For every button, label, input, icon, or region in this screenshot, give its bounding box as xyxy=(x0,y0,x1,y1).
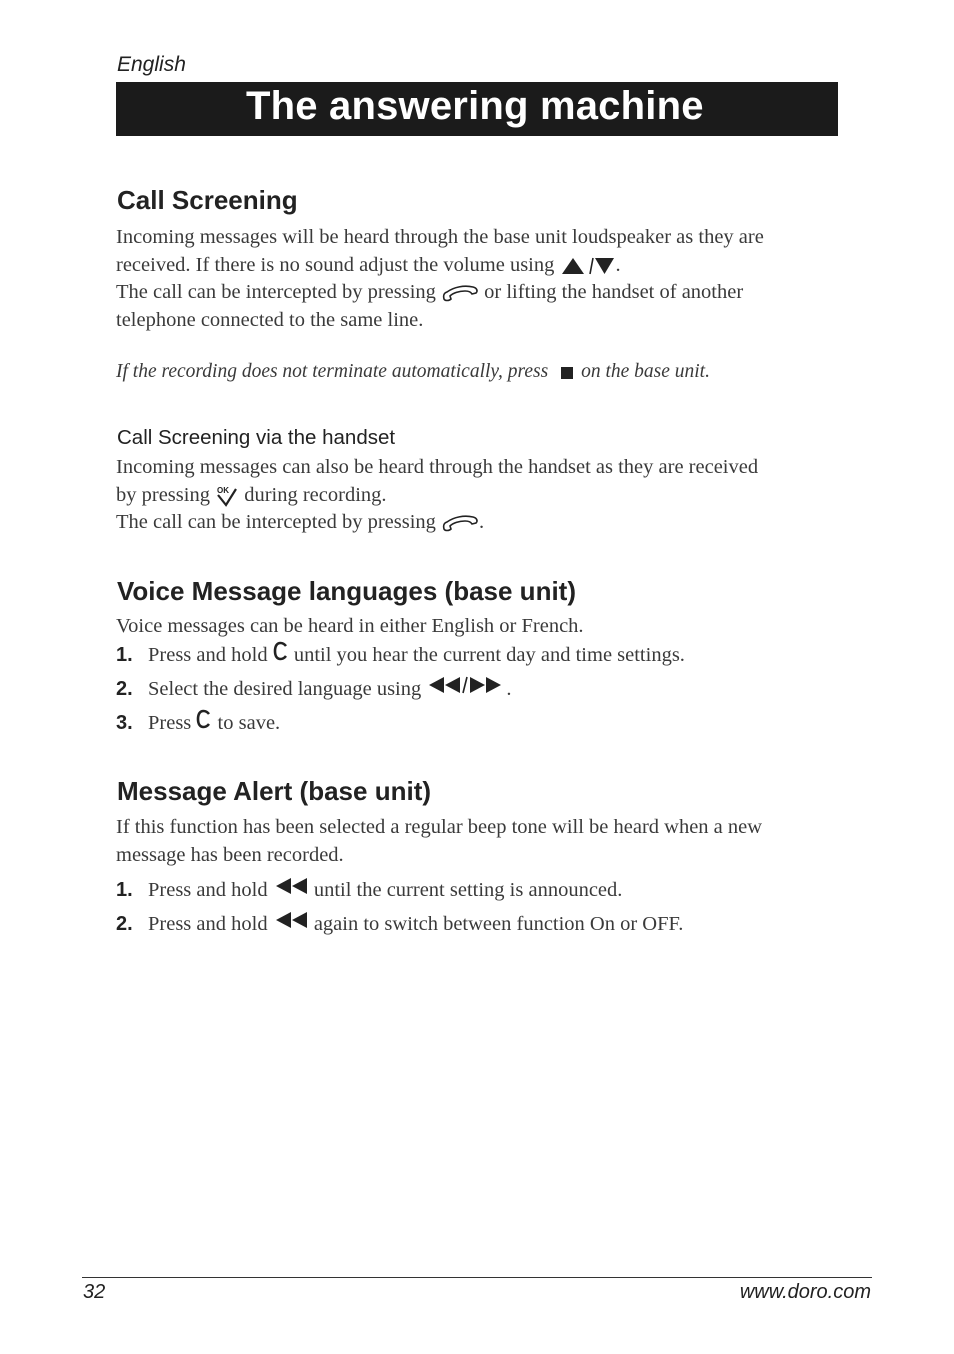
c-key-icon xyxy=(196,709,212,729)
title-banner xyxy=(116,82,838,136)
text-fragment: Press and hold xyxy=(148,644,268,666)
text-fragment: . xyxy=(506,678,512,700)
subsection-heading: Call Screening via the handset xyxy=(117,426,396,449)
text-fragment: again to switch between function On or OFF. xyxy=(313,913,684,935)
text-fragment: Press and hold xyxy=(148,879,268,901)
text-fragment: The call can be intercepted by pressing xyxy=(116,281,436,303)
text-fragment: . xyxy=(615,253,621,276)
text-fragment: Press and hold xyxy=(148,913,268,935)
text-line xyxy=(116,279,846,307)
call-screening-text xyxy=(116,224,846,334)
rewind-icon xyxy=(273,876,309,896)
recording-note xyxy=(116,361,710,383)
text-line: Incoming messages will be heard through the base unit loudspeaker as they are xyxy=(116,226,764,248)
text-fragment: on the base unit. xyxy=(581,361,710,382)
rewind-forward-icon xyxy=(426,675,506,695)
voice-languages-intro: Voice messages can be heard in either English or French. xyxy=(116,615,584,637)
text-line: If this function has been selected a regular beep tone will be heard when a new xyxy=(116,816,763,838)
text-fragment: Select the desired language using xyxy=(148,678,422,700)
list-item xyxy=(116,709,280,738)
section-heading: Call Screening xyxy=(117,185,298,215)
phone-handset-icon xyxy=(441,513,479,533)
handset-screening-text xyxy=(116,454,846,537)
step-number: 2. xyxy=(116,913,133,935)
text-line xyxy=(116,509,846,537)
page-number: 32 xyxy=(83,1281,106,1303)
message-alert-intro xyxy=(116,814,846,869)
text-fragment: until you hear the current day and time settings. xyxy=(293,644,685,666)
rewind-icon xyxy=(273,910,309,930)
text-fragment: by pressing xyxy=(116,483,210,506)
section-call-screening xyxy=(117,185,298,216)
language-label: English xyxy=(117,53,186,76)
list-item xyxy=(116,675,512,704)
phone-handset-icon xyxy=(441,283,479,303)
text-line xyxy=(116,482,846,510)
section-heading: Voice Message languages (base unit) xyxy=(117,576,576,606)
step-number: 1. xyxy=(116,644,133,666)
text-fragment: The call can be intercepted by pressing xyxy=(116,511,436,533)
list-item xyxy=(116,641,685,670)
section-message-alert xyxy=(117,776,431,807)
text-line: message has been recorded. xyxy=(116,843,344,866)
c-key-icon xyxy=(273,641,289,661)
step-number: 1. xyxy=(116,879,133,901)
footer-divider xyxy=(82,1277,872,1278)
ok-key-label: OK xyxy=(217,485,230,495)
volume-up-down-icon xyxy=(560,256,616,276)
section-heading: Message Alert (base unit) xyxy=(117,776,432,806)
text-fragment: . xyxy=(479,511,485,533)
text-fragment: during recording. xyxy=(244,483,387,506)
text-line: Incoming messages can also be heard through the handset as they are received xyxy=(116,456,759,478)
ok-check-icon xyxy=(215,485,239,507)
list-item xyxy=(116,910,683,939)
website-link[interactable]: www.doro.com xyxy=(739,1281,871,1303)
text-line: telephone connected to the same line. xyxy=(116,308,424,331)
step-number: 2. xyxy=(116,678,133,700)
list-item xyxy=(116,876,622,905)
text-fragment: If the recording does not terminate automatically, press xyxy=(116,361,549,382)
text-fragment: or lifting the handset of another xyxy=(484,281,744,303)
step-number: 3. xyxy=(116,712,133,734)
text-fragment: until the current setting is announced. xyxy=(313,879,623,901)
text-fragment: to save. xyxy=(217,712,281,734)
text-line xyxy=(116,252,846,280)
section-voice-languages xyxy=(117,576,576,607)
text-fragment: Press xyxy=(148,712,192,734)
text-fragment: received. If there is no sound adjust the volume using xyxy=(116,253,555,276)
page-title: The answering machine xyxy=(246,84,704,128)
stop-icon xyxy=(559,365,575,381)
